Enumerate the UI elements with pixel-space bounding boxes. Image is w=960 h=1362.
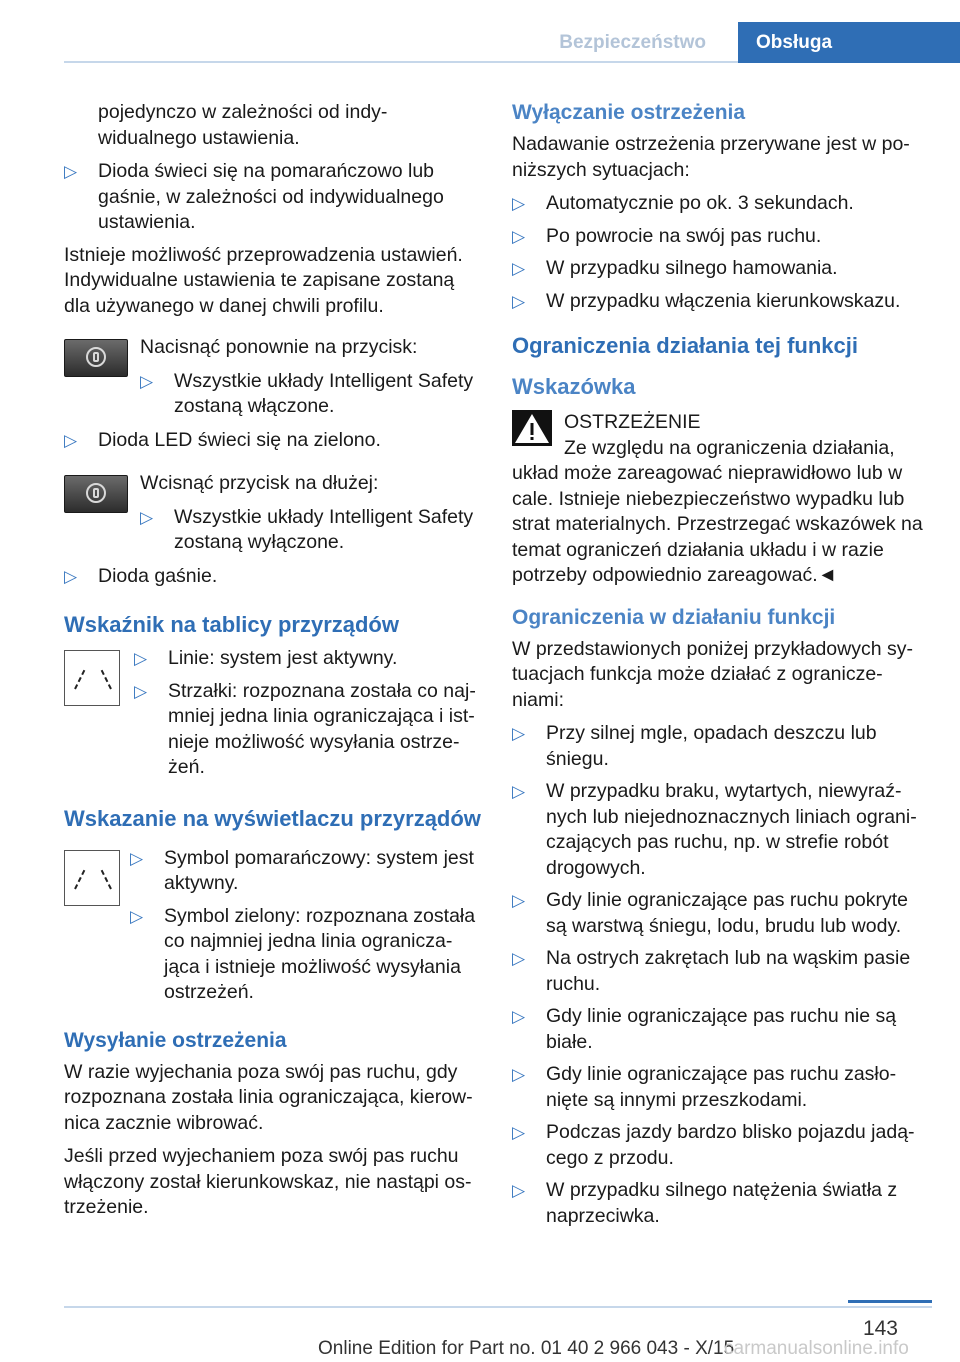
heading-note: Wskazówka — [512, 374, 636, 399]
list-item — [512, 779, 932, 881]
button-instruction-long — [64, 471, 484, 556]
list-item — [140, 369, 484, 420]
list-item-text: Gdy linie ograniczające pas ruchu pokryte są warstwą śniegu, lodu, brudu lub wody. — [546, 889, 909, 937]
intelligent-safety-button-icon — [64, 475, 128, 513]
list-item — [130, 904, 484, 1006]
list-item — [512, 191, 932, 217]
list-item-text: Gdy linie ograniczające pas ruchu nie są białe. — [546, 1005, 897, 1053]
list-item-text: Strzałki: rozpoznana została co naj-mniej jedna linia ograniczająca i ist-nieje możliwość wysyłania ostrze-żeń. — [168, 679, 476, 778]
list-item-text: Linie: system jest aktywny. — [168, 647, 398, 669]
bullet-triangle-icon: ▷ — [512, 1123, 526, 1142]
footer-accent — [848, 1300, 932, 1303]
heading-sending-warning: Wysyłanie ostrzeżenia — [64, 1028, 287, 1052]
bullet-triangle-icon: ▷ — [512, 949, 526, 968]
heading-limits: Ograniczenia działania tej funkcji — [512, 333, 858, 358]
list-item-text: W przypadku włączenia kierunkowskazu. — [546, 289, 901, 312]
heading-function-limits: Ograniczenia w działaniu funkcji — [512, 605, 836, 629]
list-item-text: Symbol zielony: rozpoznana została co najmniej jedna linia ogranicza-jąca i istnieje możliwość wysyłania ostrzeżeń. — [164, 904, 476, 1003]
bullet-triangle-icon: ▷ — [512, 724, 526, 743]
function-limits-paragraph: W przedstawionych poniżej przykładowych sy-tuacjach funkcja może działać z ograniczе-niami: — [512, 637, 913, 711]
list-item — [64, 428, 484, 454]
bullet-triangle-icon: ▷ — [512, 782, 526, 801]
list-item — [512, 1120, 932, 1171]
continued-text: pojedynczo w zależności od indy-widualnego ustawienia. — [98, 101, 388, 149]
list-item — [64, 159, 484, 236]
left-column — [64, 100, 484, 1229]
bullet-triangle-icon: ▷ — [140, 507, 154, 527]
tab-section-operation[interactable]: Obsługa — [738, 22, 960, 63]
warning-text: Ze względu na ograniczenia działania, układ może zareagować nieprawidłowo lub w cale. Istnieje niebezpieczeństwo wypadku lub strat materialnych. Przestrzegać wskazówek na temat ograniczeń działania układu i w razie potrzeby odpowiednio zareagować.◄ — [512, 436, 923, 586]
list-item-text: Symbol pomarańczowy: system jest aktywny. — [164, 846, 474, 894]
display-indicator-block — [64, 846, 484, 1006]
warning-triangle-icon — [512, 410, 552, 446]
footer-rule — [64, 1306, 932, 1308]
heading-cluster-indicator: Wskaźnik na tablicy przyrządów — [64, 612, 399, 637]
bullet-triangle-icon: ▷ — [134, 681, 148, 701]
warning-off-paragraph: Nadawanie ostrzeżenia przerywane jest w po-niższych sytuacjach: — [512, 133, 910, 181]
bullet-triangle-icon: ▷ — [512, 194, 526, 213]
warning-box — [512, 410, 932, 589]
bullet-triangle-icon: ▷ — [512, 1065, 526, 1084]
list-item-text: Gdy linie ograniczające pas ruchu zasło-nięte są innymi przeszkodami. — [546, 1063, 897, 1111]
list-item — [64, 564, 484, 590]
warning-title: OSTRZEŻENIE — [564, 411, 701, 433]
paragraph-settings: Istnieje możliwość przeprowadzenia ustawień. Indywidualne ustawienia te zapisane zostaną dla używanego w danej chwili profilu. — [64, 243, 463, 317]
list-item-text: Wszystkie układy Intelligent Safety zostaną wyłączone. — [174, 505, 474, 553]
list-item — [512, 888, 932, 939]
list-item-text: Dioda gaśnie. — [98, 564, 218, 587]
bullet-triangle-icon: ▷ — [64, 566, 78, 586]
function-limits-list — [512, 721, 932, 1229]
tab-section-safety[interactable]: Bezpieczeństwo — [559, 32, 706, 53]
warning-off-list — [512, 191, 932, 314]
bullet-triangle-icon: ▷ — [512, 226, 526, 246]
press-again-text: Nacisnąć ponownie na przycisk: — [140, 336, 418, 358]
bullet-triangle-icon: ▷ — [64, 430, 78, 450]
sending-paragraph-1: W razie wyjechania poza swój pas ruchu, gdy rozpoznana została linia ograniczająca, kierow-nica zacznie wibrować. — [64, 1060, 473, 1134]
bullet-triangle-icon: ▷ — [512, 1181, 526, 1200]
list-item-text: Przy silnej mgle, opadach deszczu lub śniegu. — [546, 722, 877, 770]
edition-text: Online Edition for Part no. 01 40 2 966 043 - X/15 — [318, 1338, 735, 1359]
list-item — [512, 1004, 932, 1055]
list-item — [512, 946, 932, 997]
list-item — [512, 1062, 932, 1113]
bullet-triangle-icon: ▷ — [512, 891, 526, 910]
press-long-text: Wcisnąć przycisk na dłużej: — [140, 472, 379, 494]
bullet-triangle-icon: ▷ — [512, 1007, 526, 1026]
watermark: carmanualsonline.info — [724, 1338, 909, 1359]
list-item-text: Na ostrych zakrętach lub na wąskim pasie ruchu. — [546, 947, 911, 995]
right-column — [512, 100, 932, 1236]
list-item-text: Dioda LED świeci się na zielono. — [98, 428, 381, 451]
lane-departure-icon — [64, 650, 120, 706]
cluster-indicator-block — [64, 646, 484, 781]
bullet-triangle-icon: ▷ — [130, 906, 144, 926]
heading-warning-off: Wyłączanie ostrzeżenia — [512, 101, 746, 124]
list-item-text: Automatycznie po ok. 3 sekundach. — [546, 192, 854, 214]
list-item-text: W przypadku silnego hamowania. — [546, 257, 838, 279]
list-item-text: Dioda świeci się na pomarańczowo lub gaśnie, w zależności od indywidualnego ustawienia. — [98, 160, 444, 233]
list-item — [512, 224, 932, 250]
bullet-triangle-icon: ▷ — [512, 259, 526, 278]
list-item-text: W przypadku braku, wytartych, niewyraź-nych lub niejednoznacznych liniach ograni-czających pas ruchu, np. w strefie robót drogowych. — [546, 780, 917, 879]
bullet-triangle-icon: ▷ — [64, 162, 78, 181]
list-item — [512, 721, 932, 772]
list-item-text: Podczas jazdy bardzo blisko pojazdu jadą-cego z przodu. — [546, 1121, 915, 1169]
list-item — [134, 646, 484, 672]
bullet-triangle-icon: ▷ — [512, 291, 526, 311]
bullet-triangle-icon: ▷ — [130, 848, 144, 868]
list-item-text: Po powrocie na swój pas ruchu. — [546, 224, 822, 247]
sending-paragraph-2: Jeśli przed wyjechaniem poza swój pas ruchu włączony został kierunkowskaz, nie nastąpi os-trzeżenie. — [64, 1145, 472, 1218]
list-item — [130, 846, 484, 897]
list-item-text: W przypadku silnego natężenia światła z naprzeciwka. — [546, 1179, 898, 1227]
list-item-text: Wszystkie układy Intelligent Safety zostaną włączone. — [174, 369, 474, 417]
bullet-triangle-icon: ▷ — [134, 649, 148, 668]
heading-display-indicator: Wskazanie na wyświetlaczu przyrządów — [64, 805, 481, 831]
page-number: 143 — [862, 1317, 898, 1340]
list-item — [512, 256, 932, 282]
list-item — [512, 1178, 932, 1229]
lane-departure-icon — [64, 850, 120, 906]
list-item — [140, 505, 484, 556]
list-item — [134, 679, 484, 781]
intelligent-safety-button-icon — [64, 339, 128, 377]
bullet-triangle-icon: ▷ — [140, 371, 154, 391]
list-item — [512, 289, 932, 315]
button-instruction — [64, 335, 484, 420]
